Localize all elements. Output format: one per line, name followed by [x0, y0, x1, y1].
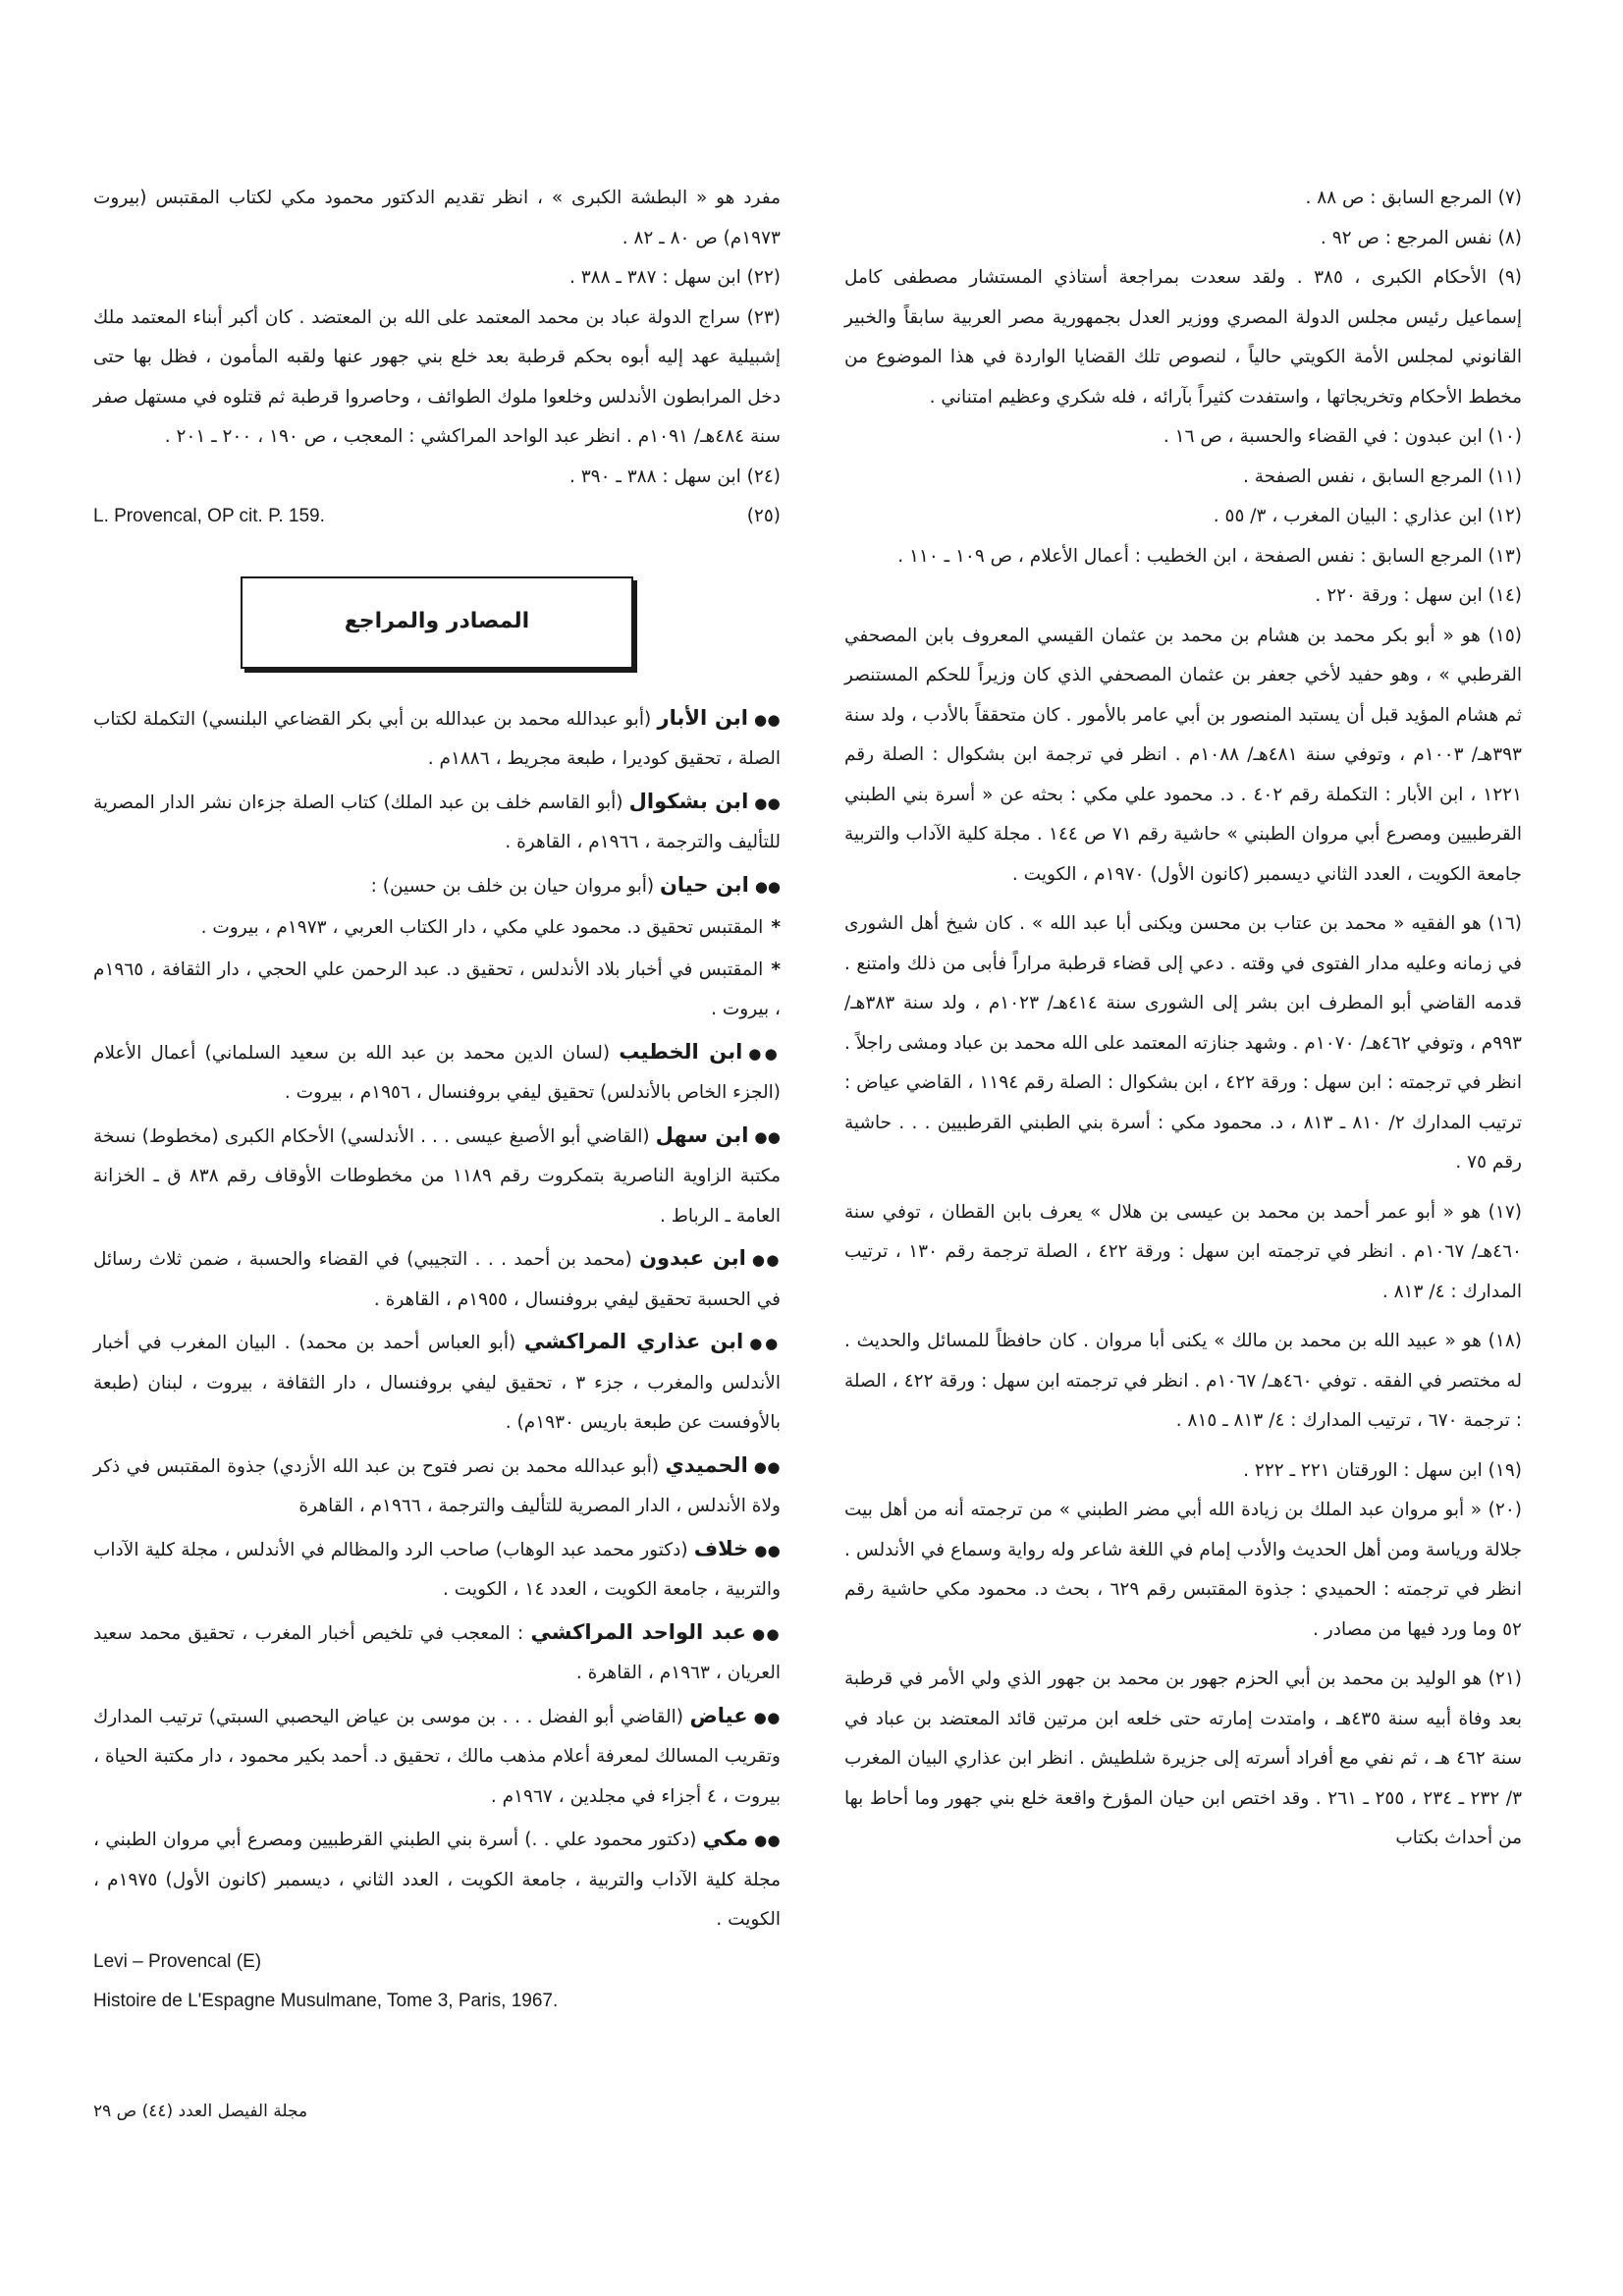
footnote: (١٥) هو « أبو بكر محمد بن هشام بن محمد بن عثمان القيسي المعروف بابن المصحفي القرطبي » ، وهو حفيد لأخي جعفر بن عثمان المصحفي الذي كان وزيراً للحكم المستنصر ثم هشام المؤيد قبل أن يستبد المنصور بن أبي عامر بالأمور . كان متحققاً بالأدب ، ولد سنة ٣٩٣هـ/ ١٠٠٣م ، وتوفي سنة ٤٨١هـ/ ١٠٨٨م . انظر في ترجمة ابن بشكوال : الصلة رقم ١٢٢١ ، ابن الأبار : التكملة رقم ٤٠٢ . د. محمود علي مكي : بحثه عن « أسرة بني الطبني القرطبيين ومصرع أبي مروان الطبني » حاشية رقم ٧١ ص ١٤٤ . مجلة كلية الآداب والتربية جامعة الكويت ، العدد الثاني ديسمبر (كانون الأول) ١٩٧٠م ، الكويت .	[844, 625, 1523, 885]
bullet-icon: ●●	[751, 1251, 781, 1269]
bibliography-entry	[93, 782, 781, 863]
footnote: (٢٣) سراج الدولة عباد بن محمد المعتمد على الله بن المعتضد . كان أكبر أبناء المعتمد ملك إشبيلية عهد إليه أبوه بحكم قرطبة بعد خلع بني جهور عنها ولقبه المأمون ، فظل بها حتى دخل المرابطون الأندلس وخلعوا ملوك الطوائف ، وحاصروا قرطبة ثم قتلوه في مستهل صفر سنة ٤٨٤هـ/ ١٠٩١م . انظر عبد الواحد المراكشي : المعجب ، ص ١٩٠ ، ٢٠٠ ـ ٢٠١ .	[93, 306, 781, 447]
entry-text: (أبو العباس أحمد بن محمد) . البيان المغرب في أخبار الأندلس والمغرب ، جزء ٣ ، تحقيق ليفي بروفنسال ، دار الثقافة ، بيروت ، لبنان (طبعة بالأوفست عن طبعة باريس ١٩٣٠م) .	[93, 1333, 781, 1433]
entry-text: (القاضي أبو الأصبغ عيسى . . . الأندلسي) الأحكام الكبرى (مخطوط) نسخة مكتبة الزاوية الناصرية بتمكروت رقم ١١٨٩ من مخطوطات الأوقاف رقم ٨٣٨ ق ـ الخزانة العامة ـ الرباط .	[93, 1125, 781, 1227]
bibliography-entry	[93, 1819, 781, 1941]
bullet-icon: ●●	[754, 793, 781, 812]
author-name: الحميدي	[665, 1452, 748, 1477]
footnote-25	[93, 497, 781, 537]
author-name: ابن الأبار	[657, 705, 748, 730]
footnote: (٢٤) ابن سهل : ٣٨٨ ـ ٣٩٠ .	[568, 465, 781, 487]
author-name: ابن عبدون	[639, 1246, 746, 1270]
author-name: عبد الواحد المراكشي	[530, 1619, 746, 1644]
sources-heading: المصادر والمراجع	[344, 609, 530, 634]
footnote-reference: L. Provencal, OP cit. P. 159.	[93, 506, 325, 526]
bibliography-entry	[93, 1238, 781, 1320]
entry-text: (دكتور محمد عبد الوهاب) صاحب الرد والمظالم في الأندلس ، مجلة كلية الآداب والتربية ، جامعة الكويت ، العدد ١٤ ، الكويت .	[93, 1539, 781, 1600]
bibliography-entry	[93, 1116, 781, 1237]
asterisk-marker: *	[771, 958, 781, 980]
footnote: (١٣) المرجع السابق : نفس الصفحة ، ابن الخطيب : أعمال الأعلام ، ص ١٠٩ ـ ١١٠ .	[897, 545, 1522, 567]
bullet-icon: ●●	[754, 1127, 781, 1146]
author-name: عياض	[689, 1703, 748, 1727]
author-name: ابن سهل	[655, 1122, 749, 1147]
page-footer: مجلة الفيصل العدد (٤٤) ص ٢٩	[93, 2102, 308, 2121]
footnote: (١٦) هو الفقيه « محمد بن عتاب بن محسن ويكنى أبا عبد الله » . كان شيخ أهل الشورى في زمانه وعليه مدار الفتوى في وقته . دعي إلى قضاء قرطبة مراراً فأبى من ذلك وامتنع . قدمه القاضي أبو المطرف ابن بشر إلى الشورى سنة ٤١٤هـ/ ١٠٢٣م ، ولد سنة ٣٨٣هـ/ ٩٩٣م ، وتوفي ٤٦٢هـ/ ١٠٧٠م . وشهد جنازته المعتمد على الله محمد بن عباد ومشى راجلاً . انظر في ترجمته : ابن سهل : ورقة ٤٢٢ ، ابن بشكوال : الصلة رقم ١١٩٤ ، القاضي عياض : ترتيب المدارك ٢/ ٨١٠ ـ ٨١٣ ، د. محمود مكي : أسرة بني الطبني القرطبيين . . . حاشية رقم ٧٥ .	[844, 913, 1522, 1173]
footnote: (١٢) ابن عذاري : البيان المغرب ، ٣/ ٥٥ .	[1213, 506, 1522, 526]
bullet-icon: ●●	[749, 1335, 781, 1352]
latin-reference-author: Levi – Provencal (E)	[93, 1950, 262, 1972]
footnote: (١١) المرجع السابق ، نفس الصفحة .	[1242, 465, 1522, 487]
bibliography-entry	[93, 1322, 781, 1444]
bullet-icon: ●●	[753, 710, 781, 729]
entry-text: (دكتور محمود علي . .) أسرة بني الطبني القرطبيين ومصرع أبي مروان الطبني ، مجلة كلية الآداب والتربية ، جامعة الكويت ، العدد الثاني ، ديسمبر (كانون الأول) ١٩٧٥م ، الكويت .	[93, 1830, 781, 1930]
footnote: (١٩) ابن سهل : الورقتان ٢٢١ ـ ٢٢٢ .	[1243, 1459, 1522, 1481]
entry-text: (القاضي أبو الفضل . . . بن موسى بن عياض اليحصبي السبتي) ترتيب المدارك وتقريب المسالك لمعرفة أعلام مذهب مالك ، تحقيق د. أحمد بكير محمود ، دار مكتبة الحياة ، بيروت ، ٤ أجزاء في مجلدين ، ١٩٦٧م .	[93, 1706, 781, 1807]
entry-text: المقتبس تحقيق د. محمود علي مكي ، دار الكتاب العربي ، ١٩٧٣م ، بيروت .	[200, 917, 764, 938]
footnote: (١٧) هو « أبو عمر أحمد بن محمد بن عيسى بن هلال » يعرف بابن القطان ، توفي سنة ٤٦٠هـ/ ١٠٦٧م . انظر في ترجمته ابن سهل : ورقة ٤٢٢ ، الصلة ترجمة رقم ١٣٠ ، ترتيب المدارك : ٤/ ٨١٣ .	[844, 1201, 1522, 1302]
sources-heading-box	[241, 576, 633, 669]
footnote: مفرد هو « البطشة الكبرى » ، انظر تقديم الدكتور محمود مكي لكتاب المقتبس (بيروت ١٩٧٣م) ص ٨٠ ـ ٨٢ .	[93, 188, 781, 248]
bibliography-entry	[93, 865, 781, 907]
author-name: ابن حيان	[660, 872, 749, 897]
footnotes-and-sources-column-left	[93, 179, 781, 2022]
entry-text: (أبو مروان حيان بن خلف بن حسين) :	[370, 875, 660, 897]
bullet-icon: ●●	[753, 1457, 781, 1476]
entry-text: (أبو عبدالله محمد بن عبدالله بن أبي بكر القضاعي البلنسي) التكملة لكتاب الصلة ، تحقيق كوديرا ، طبعة مجريط ، ١٨٨٦م .	[93, 708, 781, 769]
author-name: مكي	[702, 1827, 749, 1850]
bullet-icon: ●●	[753, 1708, 781, 1726]
entry-text: (محمد بن أحمد . . . التجيبي) في القضاء والحسبة ، ضمن ثلاث رسائل في الحسبة تحقيق ليفي بروفنسال ، ١٩٥٥م ، القاهرة .	[93, 1249, 781, 1310]
footnote: (٢٠) « أبو مروان عبد الملك بن زيادة الله أبي مضر الطبني » من ترجمته أنه من أهل بيت جلالة ورياسة ومن أهل الحديث والأدب إمام في اللغة شاعر وله رواية وسماع في الأندلس . انظر في ترجمته : الحميدي : جذوة المقتبس رقم ٦٢٩ ، بحث د. محمود مكي حاشية رقم ٥٢ وما ورد فيها من مصادر .	[844, 1500, 1522, 1640]
author-name: ابن عذاري المراكشي	[523, 1330, 744, 1353]
bibliography-entry	[93, 1529, 781, 1611]
bibliography-entry	[93, 1613, 781, 1694]
bullet-icon: ●●	[754, 1831, 781, 1849]
footnote: (١٤) ابن سهل : ورقة ٢٢٠ .	[1315, 585, 1522, 606]
author-name: ابن بشكوال	[628, 789, 749, 813]
bibliography-entry	[93, 1446, 781, 1527]
bibliography-entry	[93, 698, 781, 780]
entry-text: (لسان الدين محمد بن عبد الله بن سعيد السلماني) أعمال الأعلام (الجزء الخاص بالأندلس) تحقيق ليفي بروفنسال ، ١٩٥٦م ، بيروت .	[93, 1042, 781, 1103]
footnote: (٩) الأحكام الكبرى ، ٣٨٥ . ولقد سعدت بمراجعة أستاذي المستشار مصطفى كامل إسماعيل رئيس مجلس الدولة المصري ووزير العدل بجمهورية مصر العربية سابقاً والخبير القانوني لمجلس الأمة الكويتي حالياً ، لنصوص تلك القضايا الواردة في هذا الموضوع من مخطط الأحكام وتخريجاتها ، واستفدت كثيراً بآرائه ، فله شكري وعظيم امتناني .	[844, 267, 1522, 408]
entry-text: (أبو القاسم خلف بن عبد الملك) كتاب الصلة جزءان نشر الدار المصرية للتأليف والترجمة ، ١٩٦٦م ، القاهرة .	[93, 792, 781, 852]
bullet-icon: ●●	[754, 877, 781, 896]
bullet-icon: ●●	[754, 1541, 782, 1559]
latin-reference-title: Histoire de L'Espagne Musulmane, Tome 3, Paris, 1967.	[93, 1991, 559, 2011]
footnote: (٨) نفس المرجع : ص ٩٢ .	[1320, 227, 1522, 248]
footnote: (١٠) ابن عبدون : في القضاء والحسبة ، ص ١٦ .	[1163, 426, 1522, 447]
footnote: (٧) المرجع السابق : ص ٨٨ .	[1305, 188, 1522, 208]
bibliography-entry	[93, 1696, 781, 1818]
asterisk-marker: *	[771, 917, 781, 938]
footnote: (١٨) هو « عبيد الله بن محمد بن مالك » يكنى أبا مروان . كان حافظاً للمسائل والحديث . له مختصر في الفقه . توفي ٤٦٠هـ/ ١٠٦٧م . انظر في ترجمته ابن سهل : ورقة ٤٢٢ ، الصلة : ترجمة ٦٧٠ ، ترتيب المدارك : ٤/ ٨١٣ ـ ٨١٥ .	[844, 1331, 1522, 1431]
entry-text: : المعجب في تلخيص أخبار المغرب ، تحقيق محمد سعيد العريان ، ١٩٦٣م ، القاهرة .	[93, 1622, 781, 1683]
entry-text: المقتبس في أخبار بلاد الأندلس ، تحقيق د. عبد الرحمن علي الحجي ، دار الثقافة ، ١٩٦٥م ، بيروت .	[93, 958, 781, 1019]
bibliography-entry	[93, 1032, 781, 1114]
footnote: (٢٢) ابن سهل : ٣٨٧ ـ ٣٨٨ .	[568, 267, 781, 288]
author-name: ابن الخطيب	[619, 1039, 743, 1064]
footnote-number: (٢٥)	[746, 506, 781, 526]
footnotes-column-right	[844, 179, 1522, 1859]
bullet-icon: ●●	[748, 1044, 781, 1063]
bullet-icon: ●●	[752, 1624, 781, 1643]
bibliography-subentry	[93, 908, 781, 949]
entry-text: (أبو عبدالله محمد بن نصر فتوح بن عبد الله الأزدي) جذوة المقتبس في ذكر ولاة الأندلس ، الدار المصرية للتأليف والترجمة ، ١٩٦٦م ، القاهرة	[93, 1455, 781, 1516]
author-name: خلاف	[693, 1536, 749, 1560]
bibliography-subentry	[93, 951, 781, 1030]
footnote: (٢١) هو الوليد بن محمد بن أبي الحزم جهور بن محمد بن جهور الذي ولي الأمر في قرطبة بعد وفاة أبيه سنة ٤٣٥هـ ، وامتدت إمارته حتى خلعه ابن مرتين قائد المعتضد بن عباد في سنة ٤٦٢ هـ ، ثم نفي مع أفراد أسرته إلى جزيرة شلطيش . انظر ابن عذاري البيان المغرب ٣/ ٢٣٢ ـ ٢٣٤ ، ٢٥٥ ـ ٢٦١ . وقد اختص ابن حيان المؤرخ واقعة خلع بني جهور وما أحاط بها من أحداث بكتاب	[844, 1668, 1523, 1848]
